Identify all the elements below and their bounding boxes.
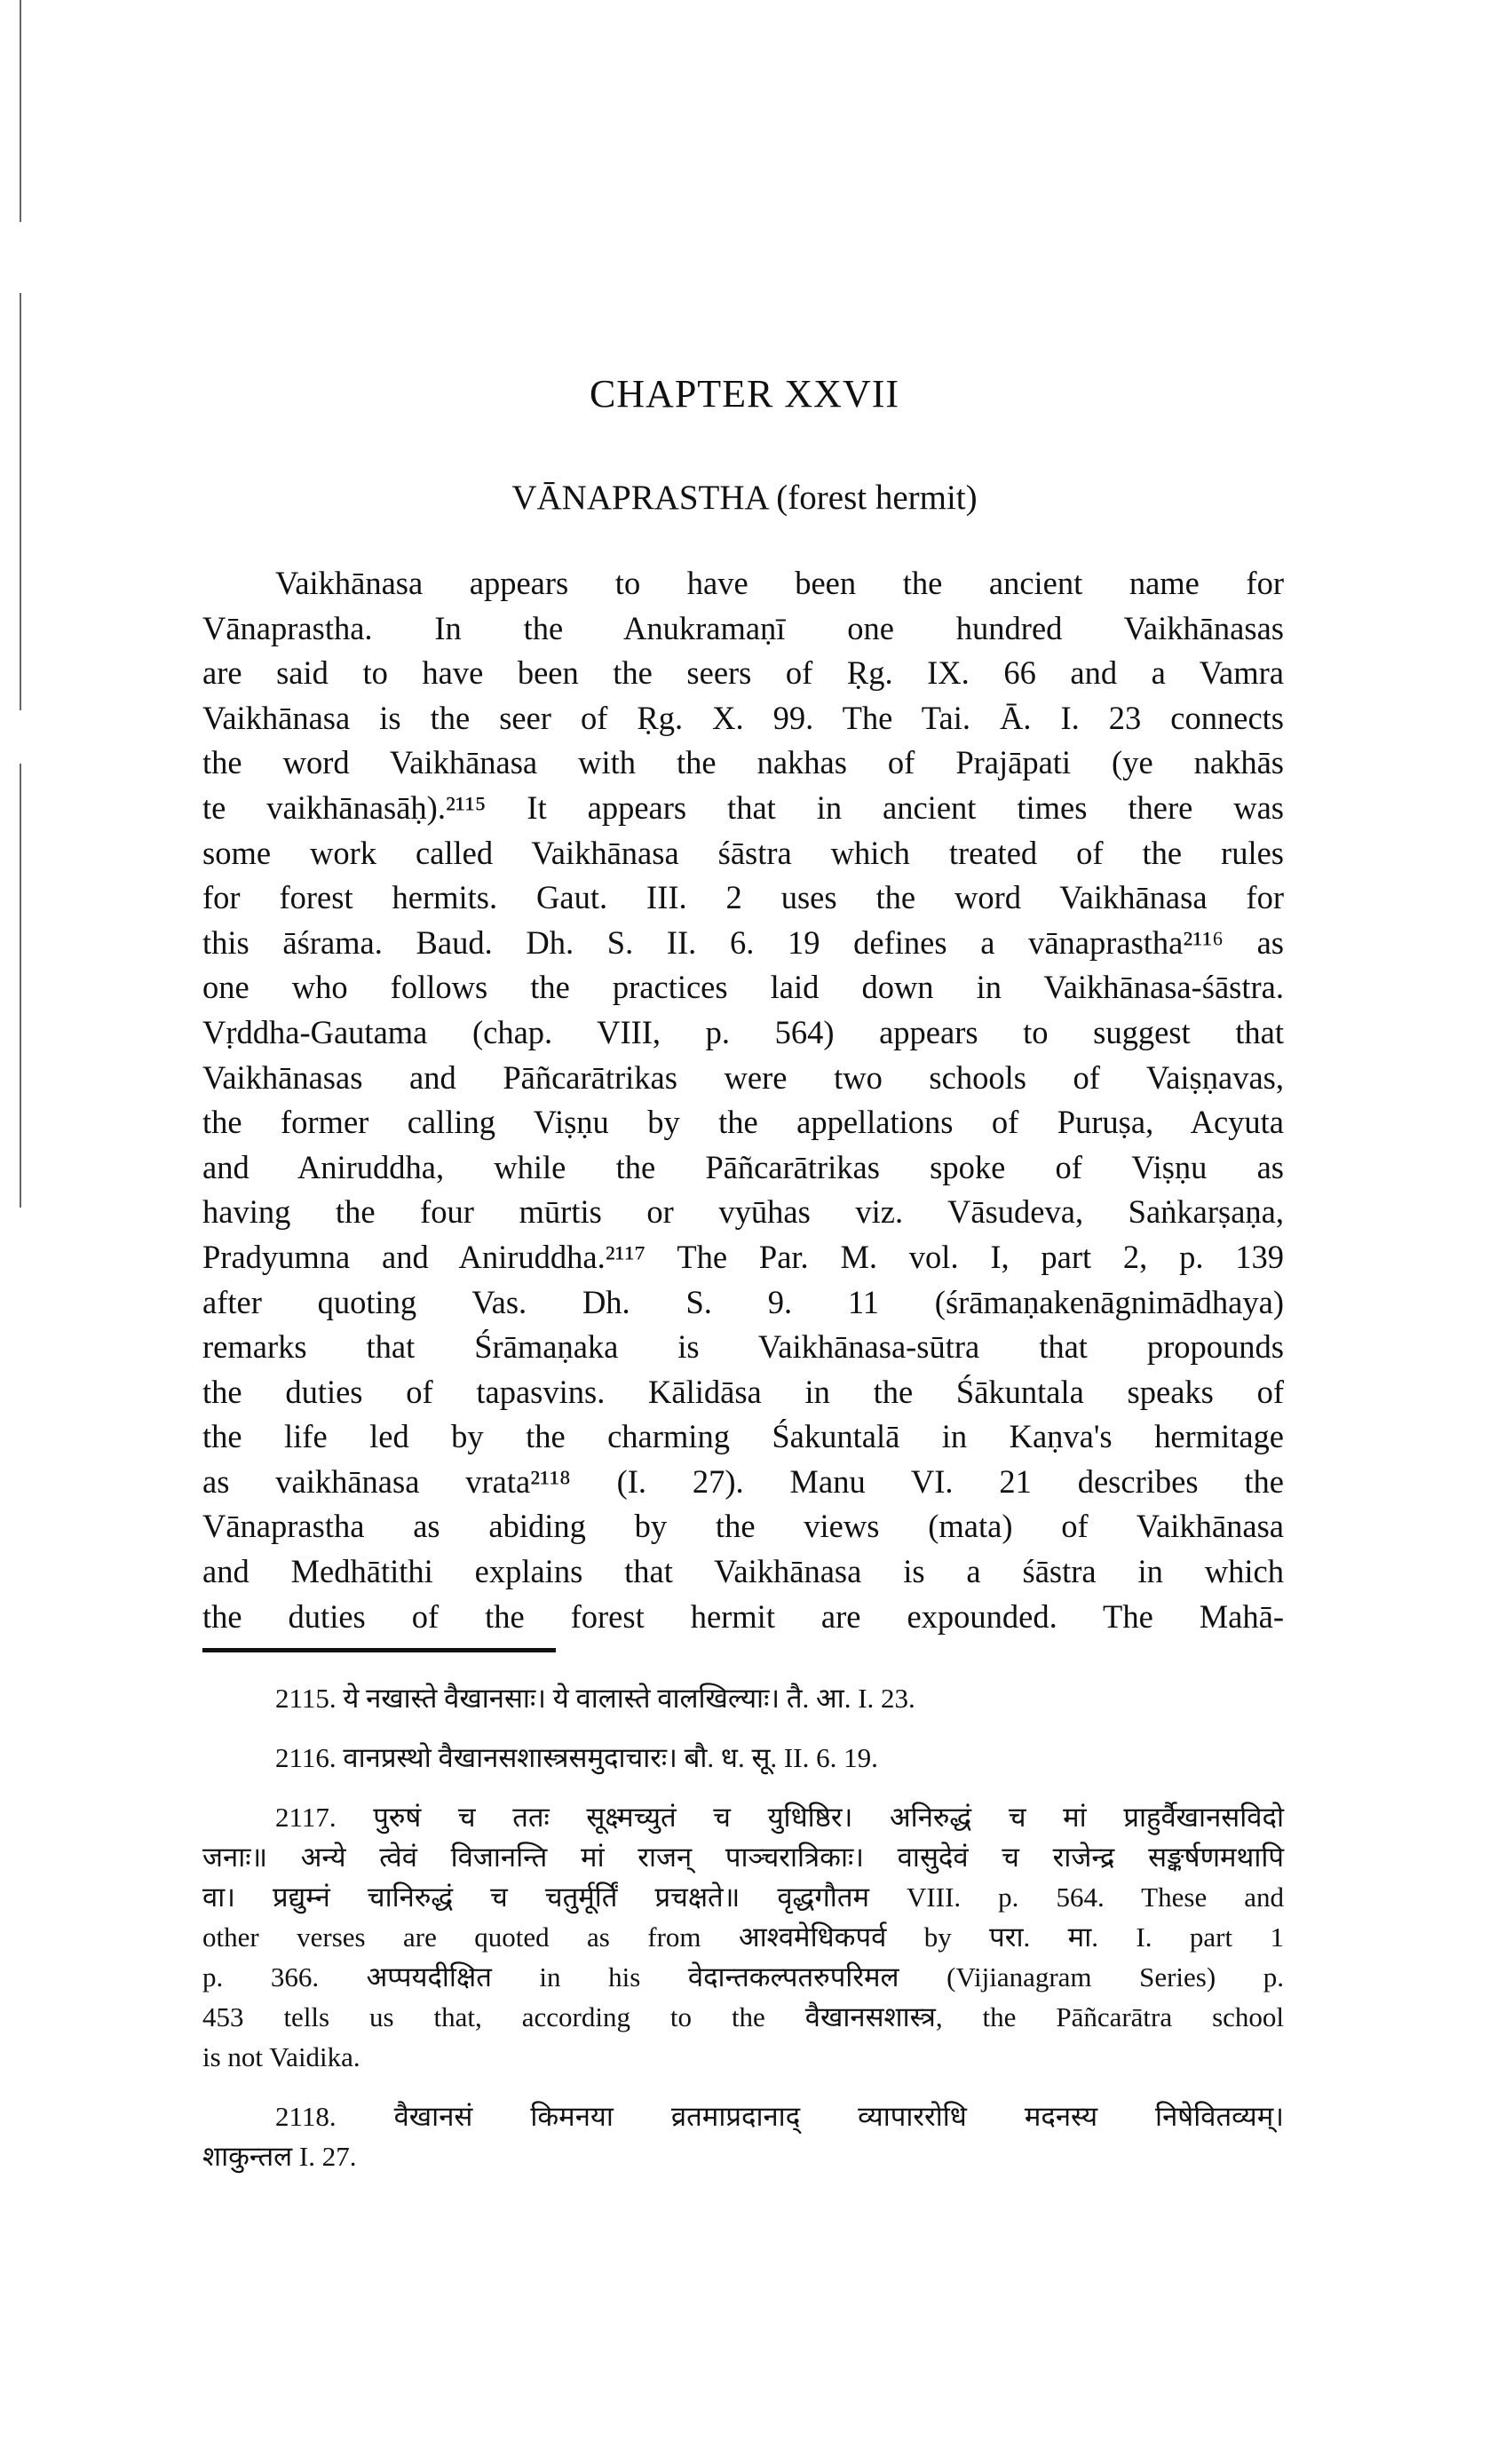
chapter-subtitle: VĀNAPRASTHA (forest hermit) (511, 479, 978, 517)
text-line: are said to have been the seers of Ṛg. IX. 66 and a Vamra (202, 654, 1284, 692)
footnote-line: 2118. वैखानसं किमनया व्रतमाप्रदानाद् व्यापाररोधि मदनस्य निषेवितव्यम्। (275, 2101, 1284, 2132)
footnote-line: जनाः॥ अन्ये त्वेवं विजानन्ति मां राजन् पाञ्चरात्रिकाः। वासुदेवं च राजेन्द्र सङ्कर्षणमथापि (202, 1842, 1284, 1873)
footnote-line: शाकुन्तल I. 27. (202, 2141, 357, 2172)
text-line: as vaikhānasa vrata²¹¹⁸ (I. 27). Manu VI. 21 describes the (202, 1462, 1284, 1500)
text-line: for forest hermits. Gaut. III. 2 uses the word Vaikhānasa for (202, 879, 1284, 916)
text-line: the word Vaikhānasa with the nakhas of Prajāpati (ye nakhās (202, 744, 1284, 781)
text-line: Vānaprastha. In the Anukramaṇī one hundred Vaikhānasas (202, 609, 1284, 646)
text-line: Pradyumna and Aniruddha.²¹¹⁷ The Par. M. vol. I, part 2, p. 139 (202, 1238, 1284, 1275)
text-line: Vṛddha-Gautama (chap. VIII, p. 564) appears to suggest that (202, 1013, 1284, 1050)
text-line: the duties of tapasvins. Kālidāsa in the Śākuntala speaks of (202, 1373, 1284, 1410)
text-line: and Aniruddha, while the Pāñcarātrikas spoke of Viṣṇu as (202, 1148, 1284, 1185)
footnote-line: 2117. पुरुषं च ततः सूक्ष्मच्युतं च युधिष्ठिर। अनिरुद्धं च मां प्राहुर्वैखानसविदो (275, 1802, 1284, 1833)
body-text (202, 561, 1284, 1639)
footnote-2118 (202, 2096, 1284, 2176)
footnote-2115 (202, 1678, 1284, 1718)
footnote-rule (202, 1648, 556, 1652)
footnote-line: 2115. ये नखास्ते वैखानसाः। ये वालास्ते वालखिल्याः। तै. आ. I. 23. (275, 1683, 915, 1714)
paragraph (202, 561, 1284, 1639)
footnote-line: 453 tells us that, according to the वैखानसशास्त्र, the Pāñcarātra school (202, 2001, 1284, 2032)
footnotes (202, 1678, 1284, 2196)
text-line: Vaikhānasa is the seer of Ṛg. X. 99. The Tai. Ā. I. 23 connects (202, 699, 1284, 736)
text-line: one who follows the practices laid down in Vaikhānasa-śāstra. (202, 969, 1284, 1006)
text-line: the life led by the charming Śakuntalā in Kaṇva's hermitage (202, 1418, 1284, 1455)
text-line: and Medhātithi explains that Vaikhānasa is a śāstra in which (202, 1553, 1284, 1590)
footnote-line: वा। प्रद्युम्नं चानिरुद्धं च चतुर्मूर्तिं प्रचक्षते॥ वृद्धगौतम VIII. p. 564. These and (202, 1882, 1284, 1913)
text-line: after quoting Vas. Dh. S. 9. 11 (śrāmaṇakenāgnimādhaya) (202, 1283, 1284, 1320)
text-line: the former calling Viṣṇu by the appellations of Puruṣa, Acyuta (202, 1104, 1284, 1141)
footnote-2117 (202, 1797, 1284, 2077)
text-line: remarks that Śrāmaṇaka is Vaikhānasa-sūtra that propounds (202, 1328, 1284, 1366)
footnote-line: is not Vaidika. (202, 2041, 360, 2072)
footnote-line: other verses are quoted as from आश्वमेधिकपर्व by परा. मा. I. part 1 (202, 1921, 1284, 1953)
chapter-heading: CHAPTER XXVII (589, 372, 900, 416)
footnote-2116 (202, 1738, 1284, 1778)
footnote-line: 2116. वानप्रस्थो वैखानसशास्त्रसमुदाचारः। बौ. ध. सू. II. 6. 19. (275, 1742, 878, 1773)
text-line: the duties of the forest hermit are expounded. The Mahā- (202, 1597, 1284, 1635)
text-line: Vaikhānasa appears to have been the ancient name for (275, 565, 1284, 601)
scan-edge-mark (20, 0, 21, 222)
text-line: te vaikhānasāḥ).²¹¹⁵ It appears that in ancient times there was (202, 788, 1284, 826)
text-line: some work called Vaikhānasa śāstra which treated of the rules (202, 834, 1284, 871)
footnote-line: p. 366. अप्पयदीक्षित in his वेदान्तकल्पतरुपरिमल (Vijianagram Series) p. (202, 1961, 1284, 1993)
text-line: having the four mūrtis or vyūhas viz. Vāsudeva, Saṅkarṣaṇa, (202, 1193, 1284, 1231)
scan-edge-mark (20, 764, 21, 1208)
text-line: Vānaprastha as abiding by the views (mata) of Vaikhānasa (202, 1508, 1284, 1545)
text-line: this āśrama. Baud. Dh. S. II. 6. 19 defines a vānaprastha²¹¹⁶ as (202, 923, 1284, 961)
text-line: Vaikhānasas and Pāñcarātrikas were two schools of Vaiṣṇavas, (202, 1058, 1284, 1096)
